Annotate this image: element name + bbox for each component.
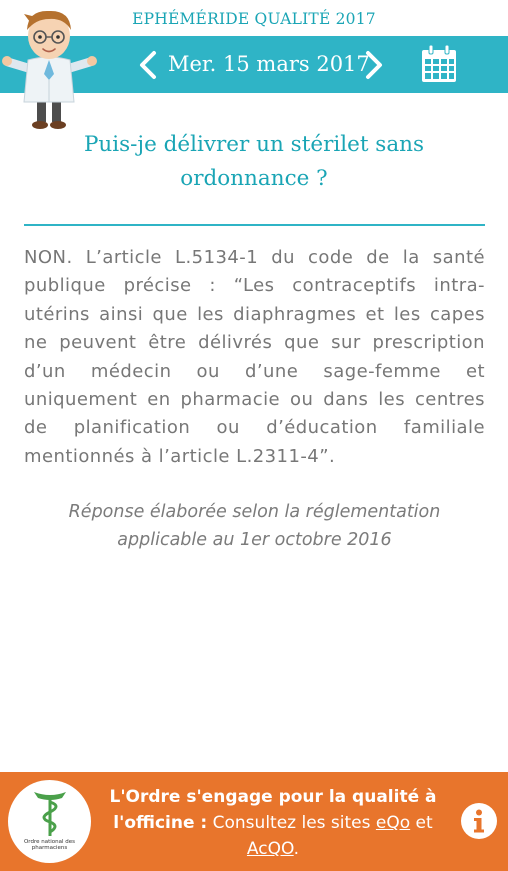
ordre-logo: [8, 780, 91, 863]
acqo-link[interactable]: AcQO: [246, 839, 294, 859]
footer-banner: [0, 772, 508, 871]
footer-text-middle: et: [410, 813, 433, 833]
calendar-icon[interactable]: [420, 44, 458, 84]
footer-message: [105, 784, 441, 862]
logo-caption: Ordre national des pharmaciens: [23, 839, 76, 851]
source-note: Réponse élaborée selon la réglementation applicable au 1er octobre 2016: [68, 502, 441, 550]
eqo-link[interactable]: eQo: [375, 813, 411, 833]
answer-text: NON. L’article L.5134-1 du code de la santé publique précise : “Les contraceptifs intra-utérins ainsi que les diaphragmes et les capes ne peuvent être délivrés que sur prescription d’un médecin ou d’une sage-femme et uniquement en pharmacie ou dans les centres de planification ou d’éducation familiale mentionnés à l’article L.2311-4”.: [24, 247, 485, 467]
footer-text-after: .: [293, 839, 300, 859]
footer-text-before: Consultez les sites: [207, 813, 376, 833]
pharmacist-mascot: [2, 4, 98, 132]
footer-bold-text: L'Ordre s'engage pour la qualité à l'officine :: [109, 787, 437, 833]
question-title: Puis-je délivrer un stérilet sans ordonnance ?: [83, 132, 425, 191]
chevron-right-icon[interactable]: [363, 50, 385, 80]
divider: [24, 224, 485, 226]
page-title: EPHÉMÉRIDE QUALITÉ 2017: [132, 10, 376, 28]
caduceus-icon: [28, 788, 72, 838]
info-icon[interactable]: [460, 802, 498, 840]
chevron-left-icon[interactable]: [137, 50, 159, 80]
current-date: Mer. 15 mars 2017: [168, 52, 370, 76]
